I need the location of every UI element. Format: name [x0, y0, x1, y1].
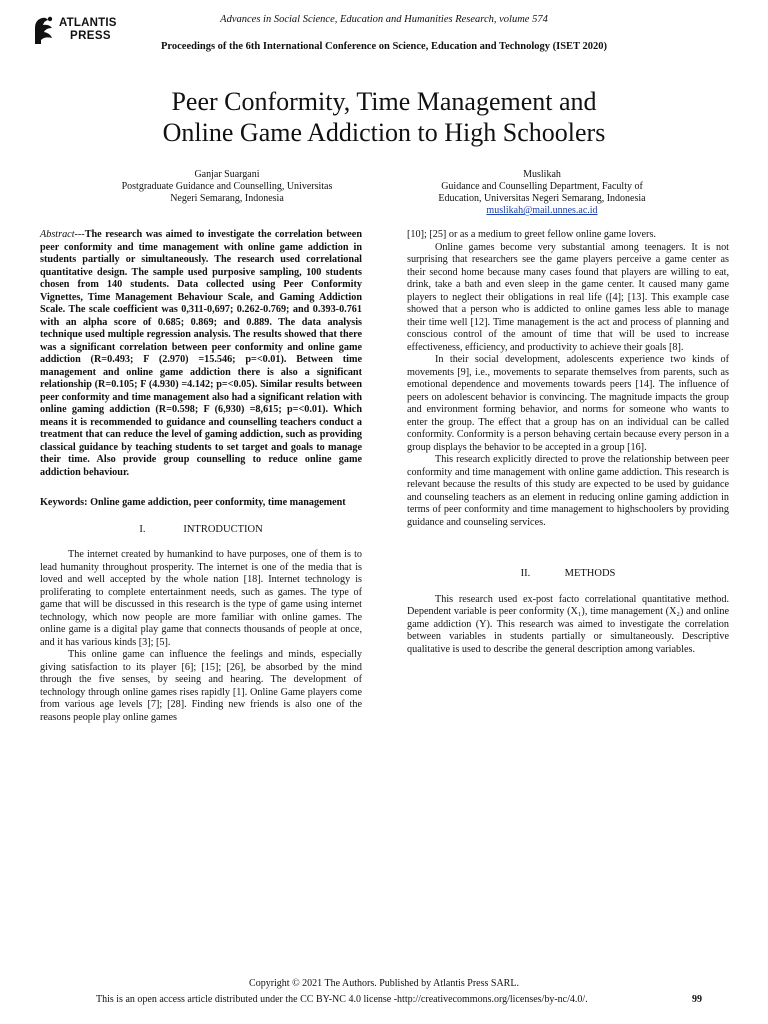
spacer [407, 529, 729, 554]
proceedings-header: Proceedings of the 6th International Conference on Science, Education and Technology (ISET 2020) [161, 41, 607, 52]
right-column [407, 229, 729, 656]
section-title: METHODS [564, 568, 616, 579]
section-heading-methods [407, 568, 729, 581]
logo-line2: PRESS [70, 30, 111, 42]
page-number: 99 [692, 994, 702, 1005]
left-column [40, 229, 362, 724]
author-name: Ganjar Suargani [194, 169, 260, 180]
paragraph: Online games become very substantial among teenagers. It is not surprising that researchers see the game players perceive a game center as their second home because many cases found that players are willing to eat, drink, take a bath and even sleep in the game center. It caused many game players to neglect their obligations in real life ([4]; [13]. This example case showed that a person who is addicted to online games less able to manage their time well [12]. Time management is the act and process of planning and conscious control of the amount of time that will be used to increase effectiveness, efficiency, and productivity to achieve their goals [8]. [407, 241, 729, 353]
author-name: Muslikah [523, 169, 561, 180]
author-affiliation: Education, Universitas Negeri Semarang, Indonesia [438, 193, 646, 204]
author-email-link[interactable]: muslikah@mail.unnes.ac.id [486, 205, 598, 216]
title-line1: Peer Conformity, Time Management and [171, 87, 597, 116]
section-heading-introduction [40, 524, 362, 537]
series-header: Advances in Social Science, Education and Humanities Research, volume 574 [220, 14, 548, 25]
section-number: I. [139, 523, 146, 535]
section-title: INTRODUCTION [183, 523, 263, 535]
author-block-1 [77, 169, 377, 205]
keywords: Keywords: Online game addiction, peer conformity, time management [40, 497, 346, 508]
paragraph: This research explicitly directed to prove the relationship between peer conformity and time management with online game addiction. This research is relevant because the results of this study are expected to be used by guidance and counseling teachers as an element in reducing online gaming addiction in terms of peer conformity and time management to highschoolers by providing guidance and counseling services. [407, 454, 729, 528]
author-affiliation: Negeri Semarang, Indonesia [170, 193, 284, 204]
paper-title [0, 86, 768, 148]
author-block-2 [392, 169, 692, 217]
logo-line1: ATLANTIS [59, 17, 117, 29]
abstract [40, 229, 362, 479]
copyright-footer: Copyright © 2021 The Authors. Published by Atlantis Press SARL. [249, 978, 519, 989]
section-number: II. [520, 568, 531, 579]
abstract-body: The research was aimed to investigate the correlation between peer conformity and time management with online game addiction in students partially or simultaneously. The research used correlational quantitative design. The sample used purposive sampling, 100 students chosen from 140 students. Data collected using Peer Conformity Vignettes, Time Management Behaviour Scale, and Gaming Addiction Scale. The scale coefficient was 0,311-0,697; 0.262-0.769; and 0.393-0.761 with an alpha score of 0.685; 0.869; and 0.889. The data analysis technique used multiple regression analysis. The results showed that there was a significant correlation between peer conformity and online game addiction (R=0.493; F (2.970) =15.546; p=<0.01). Between time management and online game addiction there is also a significant relationship (R=0.105; F (4.930) =4.142; p=<0.05). Similar results between peer conformity and time management also had a significant relation with online gaming addiction (R=0.598; F (6,930) =8,615; p=<0.01). Which means it is recommended to guidance and counselling teachers conduct a treatment that can reduce the level of gaming addiction, such as providing classical guidance by teaching students to set target and goals to manage their time. Also provide group counselling to reduce online game addiction behaviour. [40, 229, 362, 478]
title-line2: Online Game Addiction to High Schoolers [162, 118, 606, 147]
paragraph: This online game can influence the feelings and minds, especially giving satisfaction to its player [6]; [15]; [26], be absorbed by the mind through the five senses, by seeing and hearing. The development of technology through online games rises rapidly [1]. Online Game players come from various age levels [7]; [28]. Finding new friends is also one of the reasons people play online games [40, 649, 362, 723]
license-footer: This is an open access article distributed under the CC BY-NC 4.0 license -http://creativecommons.org/licenses/by-nc/4.0/. [96, 994, 588, 1005]
abstract-lead: Abstract--- [40, 229, 85, 240]
author-affiliation: Postgraduate Guidance and Counselling, Universitas [121, 181, 333, 192]
paragraph: The internet created by humankind to have purposes, one of them is to lead humanity throughout prosperity. The internet is one of the media that is loved and well accepted by the whole nation [18]. Internet technology is proliferating to complete entertainment needs, such as games. The type of game that will be discussed in this research is the type of game using internet technology, which now people are more familiar with online games. The online game is a digital play game that connects thousands of people at once, and it has various kinds [3]; [5]. [40, 549, 362, 648]
paragraph: This research used ex-post facto correlational quantitative method. Dependent variable is peer conformity (X₁), time management (X₂) and online game addiction (Y). This research was aimed to investigate the correlation between variables in students partially or simultaneously. Descriptive qualitative is used to describe the general description among variables. [407, 593, 729, 655]
paragraph: [10]; [25] or as a medium to greet fellow online game lovers. [407, 229, 656, 240]
author-affiliation: Guidance and Counselling Department, Faculty of [441, 181, 643, 192]
paragraph: In their social development, adolescents experience two kinds of movements [9], i.e., movements to separate themselves from parents, such as emotional dependence and movements towards peers [14]. The influence of peers on adolescent behavior is convincing. The magnitude impacts the group and environment forming behavior, and norms for someone who wants to enter the group. The effect that a group has on an individual can be called conformity. Conformity is a person behaving certain because every person in a group displays the behavior to be accepted in a group [16]. [407, 354, 729, 453]
